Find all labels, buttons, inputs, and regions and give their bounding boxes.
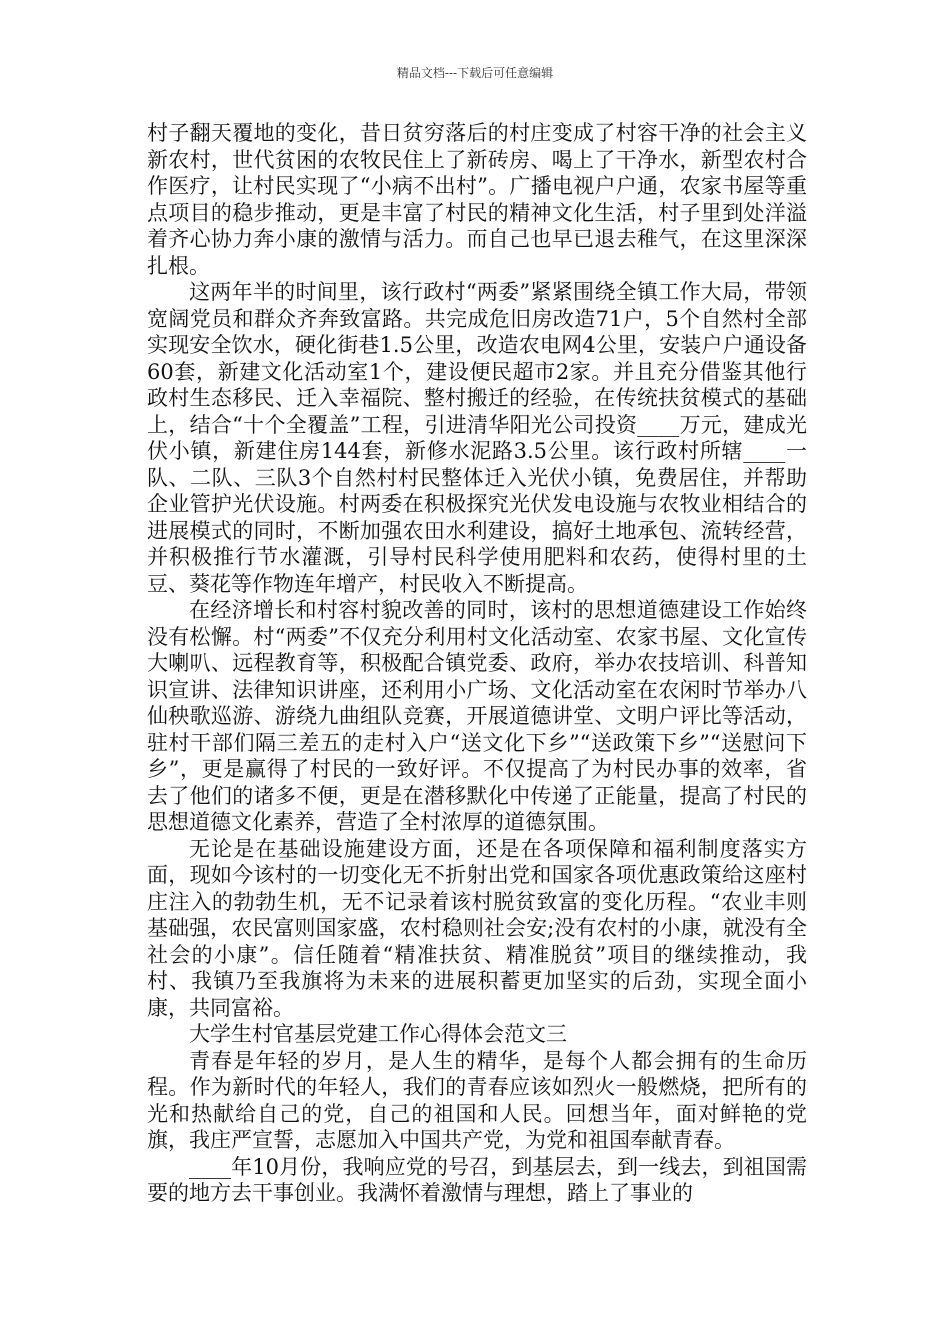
document-body: [147, 120, 807, 1207]
paragraph-4: 无论是在基础设施建设方面，还是在各项保障和福利制度落实方面，现如今该村的一切变化无不折射出党和国家各项优惠政策给这座村庄注入的勃勃生机，无不记录着该村脱贫致富的变化历程。“农业丰则基础强，农民富则国家盛，农村稳则社会安;没有农村的小康，就没有全社会的小康”。信任随着“精准扶贫、精准脱贫”项目的继续推动，我村、我镇乃至我旗将为未来的进展积蓄更加坚实的后劲，实现全面小康，共同富裕。: [147, 836, 807, 1020]
paragraph-3: 在经济增长和村容村貌改善的同时，该村的思想道德建设工作始终没有松懈。村“两委”不仅充分利用村文化活动室、农家书屋、文化宣传大喇叭、远程教育等，积极配合镇党委、政府，举办农技培训、科普知识宣讲、法律知识讲座，还利用小广场、文化活动室在农闲时节举办八仙秧歌巡游、游绕九曲组队竞赛，开展道德讲堂、文明户评比等活动，驻村干部们隔三差五的走村入户“送文化下乡”“送政策下乡”“送慰问下乡”，更是赢得了村民的一致好评。不仅提高了为村民办事的效率，省去了他们的诸多不便，更是在潜移默化中传递了正能量，提高了村民的思想道德文化素养，营造了全村浓厚的道德氛围。: [147, 598, 807, 834]
paragraph-1: 村子翻天覆地的变化，昔日贫穷落后的村庄变成了村容干净的社会主义新农村，世代贫困的农牧民住上了新砖房、喝上了干净水，新型农村合作医疗，让村民实现了“小病不出村”。广播电视户户通，农家书屋等重点项目的稳步推动，更是丰富了村民的精神文化生活，村子里到处洋溢着齐心协力奔小康的激情与活力。而自己也早已退去稚气，在这里深深扎根。: [147, 121, 807, 278]
section-title: 大学生村官基层党建工作心得体会范文三: [189, 1022, 567, 1046]
page-header: 精品文档---下载后可任意编辑: [396, 66, 554, 80]
paragraph-6: ____年10月份，我响应党的号召，到基层去，到一线去，到祖国需要的地方去干事创业。我满怀着激情与理想，踏上了事业的: [147, 1154, 807, 1205]
paragraph-5: 青春是年轻的岁月，是人生的精华，是每个人都会拥有的生命历程。作为新时代的年轻人，我们的青春应该如烈火一般燃烧，把所有的光和热献给自己的党，自己的祖国和人民。回想当年，面对鲜艳的党旗，我庄严宣誓，志愿加入中国共产党，为党和祖国奉献青春。: [147, 1048, 807, 1152]
paragraph-2: 这两年半的时间里，该行政村“两委”紧紧围绕全镇工作大局，带领宽阔党员和群众齐奔致富路。共完成危旧房改造71户，5个自然村全部实现安全饮水，硬化街巷1.5公里，改造农电网4公里，安装户户通设备60套，新建文化活动室1个，建设便民超市2家。并且充分借鉴其他行政村生态移民、迁入幸福院、整村搬迁的经验，在传统扶贫模式的基础上，结合“十个全覆盖”工程，引进清华阳光公司投资____万元，建成光伏小镇，新建住房144套，新修水泥路3.5公里。该行政村所辖____一队、二队、三队3个自然村村民整体迁入光伏小镇，免费居住，并帮助企业管护光伏设施。村两委在积极探究光伏发电设施与农牧业相结合的进展模式的同时，不断加强农田水利建设，搞好土地承包、流转经营，并积极推行节水灌溉，引导村民科学使用肥料和农药，使得村里的土豆、葵花等作物连年增产，村民收入不断提高。: [147, 280, 807, 596]
